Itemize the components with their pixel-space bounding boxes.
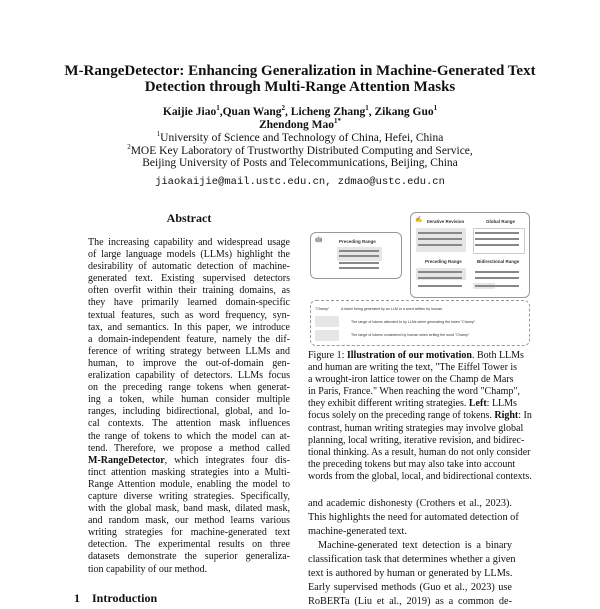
abstract-line: detection. The experimental results on three <box>88 539 290 551</box>
abstract-line: on the preceding range tokens when generat- <box>88 382 290 394</box>
caption-line: a wrought-iron lattice tower on the Champ de Mars <box>308 374 514 386</box>
panel-label-preceding: Preceding Range <box>425 259 462 264</box>
figure-legend <box>310 300 530 346</box>
human-icon: ✍ <box>415 217 423 223</box>
abstract-line: datasets demonstrate the superior generaliza- <box>88 551 290 563</box>
affiliations <box>40 132 560 170</box>
abstract-line: Range Attention module, enabling the model to <box>88 478 290 490</box>
caption-line: and human are writing the text, "The Eiffel Tower is <box>308 362 518 374</box>
caption-line: contrast, human writing strategies may involve global <box>308 422 524 434</box>
caption-line: they exhibit different writing strategies. Left: LLMs <box>308 398 517 410</box>
method-name: M-RangeDetector <box>88 454 165 466</box>
abstract-line: capture diverse writing strategies. Specifically, <box>88 490 290 502</box>
legend-text: The range of tokens considered by human when writing the word "Champ". <box>351 333 471 337</box>
body-line: This highlights the need for automated detection of <box>308 512 519 523</box>
abstract-line: and random mask, our method learns various <box>88 515 290 527</box>
abstract-line: generated text. Existing supervised detectors <box>88 273 290 285</box>
abstract-line: The increasing capability and widespread usage <box>88 237 290 248</box>
intro-body-right <box>308 497 519 609</box>
abstract-line: ing a token, while human consider multiple <box>88 394 290 406</box>
caption-line: planning, local writing, iterative revision, and bidirec- <box>308 434 525 446</box>
author-list <box>40 106 560 131</box>
abstract-line: desirability of automatic detection of machine- <box>88 261 290 273</box>
panel-label-global: Global Range <box>486 219 516 224</box>
affiliation-1 <box>40 132 560 145</box>
caption-emphasis: Left <box>468 398 487 410</box>
abstract-line: human, to improve the out-of-domain gen- <box>88 357 290 369</box>
human-panel <box>410 212 530 298</box>
body-line: Early supervised methods (Guo et al., 2023) use <box>308 582 512 593</box>
abstract-heading: Abstract <box>166 211 212 225</box>
author-sup: 1 <box>216 104 220 113</box>
author-line-2 <box>40 116 560 132</box>
figure-caption <box>308 350 532 483</box>
llm-panel <box>310 232 402 279</box>
caption-line: focus solely on the preceding range of tokens. Right: In <box>308 410 532 422</box>
caption-line: words from the global, local, and bidirectional contexts. <box>308 470 532 482</box>
caption-line: in Paris, France." When reaching the word "Champ", <box>308 386 521 398</box>
author-sup: 1 <box>433 104 438 113</box>
abstract-line: ranges, including bidirectional, global, and lo- <box>88 406 290 418</box>
caption-line: the preceding tokens but may also take into account <box>308 458 516 470</box>
abstract-line: eralization capability of detectors. LLMs focus <box>88 370 290 382</box>
body-line: Machine-generated text detection is a binary <box>318 540 512 551</box>
abstract-line: a domain-independent feature, namely the dif- <box>88 333 290 345</box>
paper-title <box>40 63 560 95</box>
abstract-line: with the global mask, band mask, dilated mask, <box>88 503 290 515</box>
abstract-line: they have primarily learned domain-specific <box>88 297 290 309</box>
title-line-2: Detection through Multi-Range Attention Masks <box>144 79 456 95</box>
section-title: Introduction <box>92 591 158 605</box>
author-line-1 <box>40 106 560 119</box>
legend-text: A token being generated by an LLM or a word written by human. <box>341 307 444 311</box>
caption-emphasis: Illustration of our motivation <box>346 350 472 361</box>
caption-line: tional thinking. As a result, human do not only consider <box>308 446 531 458</box>
llm-panel-label: Preceding Range <box>339 239 376 244</box>
affiliation-2 <box>40 142 560 158</box>
author-name: ,Quan Wang <box>219 106 282 118</box>
abstract-line: the range of tokens to which the model can at- <box>88 430 290 442</box>
abstract-line: ference of writing strategy between LLMs and <box>88 345 290 357</box>
abstract-line: tion capability of our method. <box>88 563 208 575</box>
caption-emphasis: Right <box>494 410 519 422</box>
figure-1 <box>308 212 530 346</box>
author-sup: 1* <box>334 116 342 125</box>
body-line: and academic dishonesty (Crothers et al., 2023). <box>308 498 512 509</box>
abstract-body <box>88 237 290 576</box>
panel-label-iterative: Iterative Revision <box>427 219 465 224</box>
title-line-1: M-RangeDetector: Enhancing Generalization in Machine-Generated Text <box>64 63 536 79</box>
aff-sup: 1 <box>156 130 161 139</box>
abstract-line: cal contexts. The attention mask influences <box>88 418 290 430</box>
legend-text: The range of tokens attended to by LLMs when generating the token "Champ". <box>351 320 477 324</box>
legend-swatch <box>315 316 339 327</box>
affiliation-2-cont: Beijing University of Posts and Telecommunications, Beijing, China <box>142 157 458 170</box>
aff-sup: 2 <box>127 142 131 151</box>
section-number: 1 <box>74 591 80 605</box>
caption-line: Figure 1: Illustration of our motivation. Both LLMs <box>308 350 524 361</box>
panel-label-bidirectional: Bidirectional Range <box>477 259 520 264</box>
abstract-line: often overfit within their training domains, as <box>88 285 290 297</box>
robot-icon: 🤖 <box>315 237 323 243</box>
body-line: text is authored by human or generated by LLMs. <box>308 568 513 579</box>
legend-key: "Champ" <box>315 307 330 311</box>
section-heading-introduction <box>74 591 169 606</box>
author-sup: 2 <box>281 104 286 113</box>
author-emails: jiaokaijie@mail.ustc.edu.cn, zdmao@ustc.edu.cn <box>155 176 445 188</box>
author-name: , Zikang Guo <box>368 106 434 118</box>
abstract-line: tinct attention masking strategies into a Multi- <box>88 466 290 478</box>
author-name: , Licheng Zhang <box>285 106 366 118</box>
body-line: RoBERTa (Liu et al., 2019) as a common de- <box>308 596 512 607</box>
abstract-line: writing strategies for machine-generated text <box>88 527 290 539</box>
aff-text: MOE Key Laboratory of Trustworthy Distributed Computing and Service, <box>130 144 473 157</box>
aff-text: University of Science and Technology of China, Hefei, China <box>160 132 444 144</box>
author-sup: 1 <box>365 104 369 113</box>
body-line: machine-generated text. <box>308 526 407 537</box>
abstract-line: tend. Therefore, we propose a method called <box>88 442 290 454</box>
body-line: classification task that determines whether a given <box>308 554 516 565</box>
abstract-line: M-RangeDetector, which integrates four dis- <box>88 454 290 466</box>
abstract-line: tax, and semantics. In this paper, we introduce <box>88 321 290 333</box>
abstract-line: textual features, such as word frequency, syn- <box>88 309 290 321</box>
author-name: Zhendong Mao <box>258 118 335 131</box>
legend-swatch <box>315 330 339 341</box>
author-name: Kaijie Jiao <box>162 106 217 118</box>
abstract-line: of large language models (LLMs) highlight the <box>88 249 290 261</box>
